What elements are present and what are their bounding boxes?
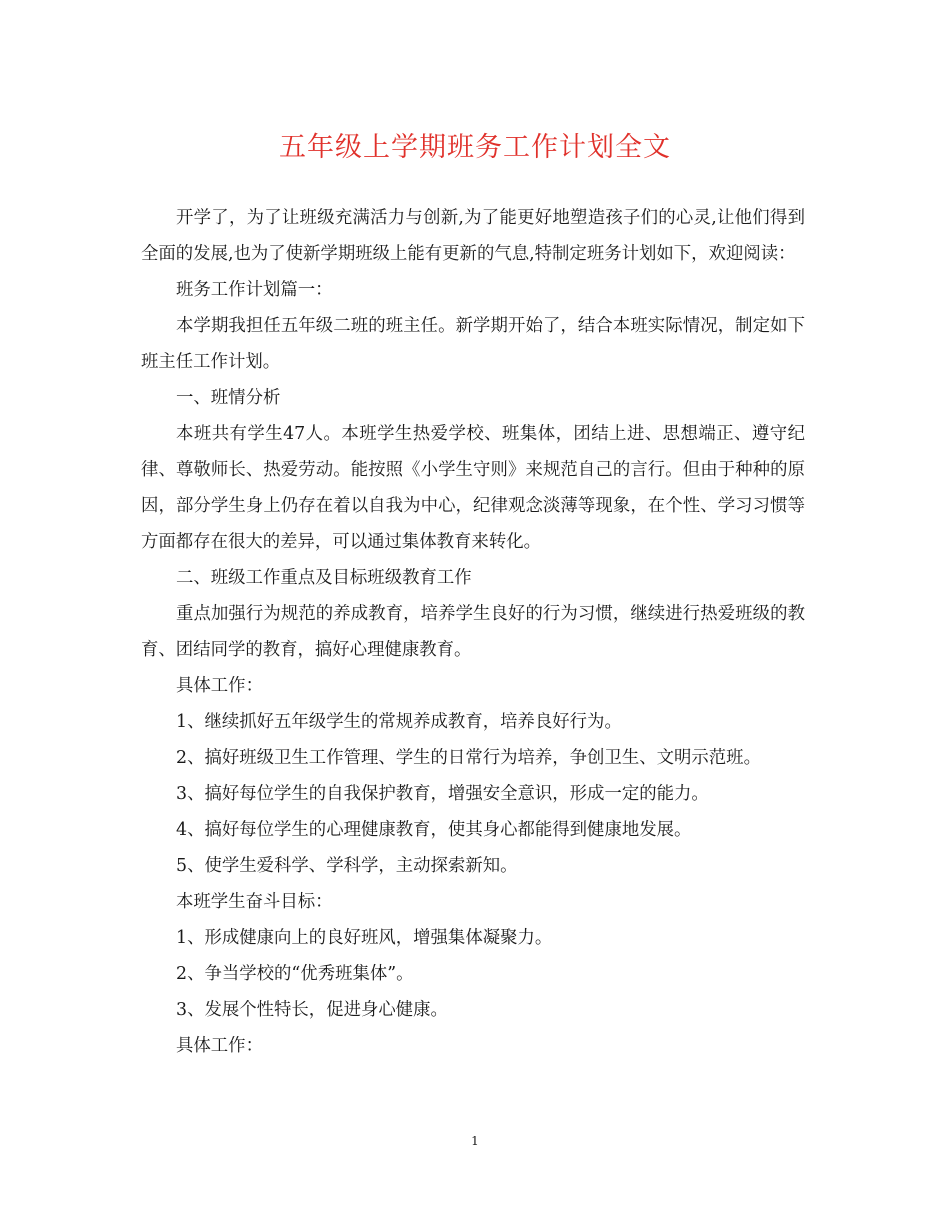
paragraph: 本学期我担任五年级二班的班主任。新学期开始了，结合本班实际情况，制定如下班主任工作计划。 [141,316,805,372]
paragraph: 本班共有学生47人。本班学生热爱学校、班集体，团结上进、思想端正、遵守纪律、尊敬师长、热爱劳动。能按照《小学生守则》来规范自己的言行。但由于种种的原因，部分学生身上仍存在着以自我为中心，纪律观念淡薄等现象，在个性、学习习惯等方面都存在很大的差异，可以通过集体教育来转化。 [141,424,805,552]
list-item: 5、使学生爱科学、学科学，主动探索新知。 [176,856,518,876]
list-item: 4、搞好每位学生的心理健康教育，使其身心都能得到健康地发展。 [176,820,692,840]
list-item: 3、搞好每位学生的自我保护教育，增强安全意识，形成一定的能力。 [176,784,709,804]
paragraph-heading: 二、班级工作重点及目标班级教育工作 [176,568,472,588]
paragraph-section-heading: 班务工作计划篇一： [176,280,333,300]
document-title: 五年级上学期班务工作计划全文 [279,132,671,163]
paragraph-subheading: 具体工作： [176,1036,263,1056]
list-item: 2、争当学校的“优秀班集体”。 [176,964,414,984]
paragraph-heading: 一、班情分析 [176,388,281,408]
list-item: 1、形成健康向上的良好班风，增强集体凝聚力。 [176,928,553,948]
paragraph-subheading: 本班学生奋斗目标： [176,892,333,912]
paragraph: 重点加强行为规范的养成教育，培养学生良好的行为习惯，继续进行热爱班级的教育、团结同学的教育，搞好心理健康教育。 [141,604,805,660]
paragraph-subheading: 具体工作： [176,676,263,696]
list-item: 3、发展个性特长，促进身心健康。 [176,1000,448,1020]
page-number: 1 [471,1134,479,1148]
list-item: 2、搞好班级卫生工作管理、学生的日常行为培养，争创卫生、文明示范班。 [176,748,761,768]
document-body [141,200,805,1064]
paragraph-intro: 开学了，为了让班级充满活力与创新,为了能更好地塑造孩子们的心灵,让他们得到全面的发展,也为了使新学期班级上能有更新的气息,特制定班务计划如下，欢迎阅读： [141,208,805,264]
list-item: 1、继续抓好五年级学生的常规养成教育，培养良好行为。 [176,712,622,732]
